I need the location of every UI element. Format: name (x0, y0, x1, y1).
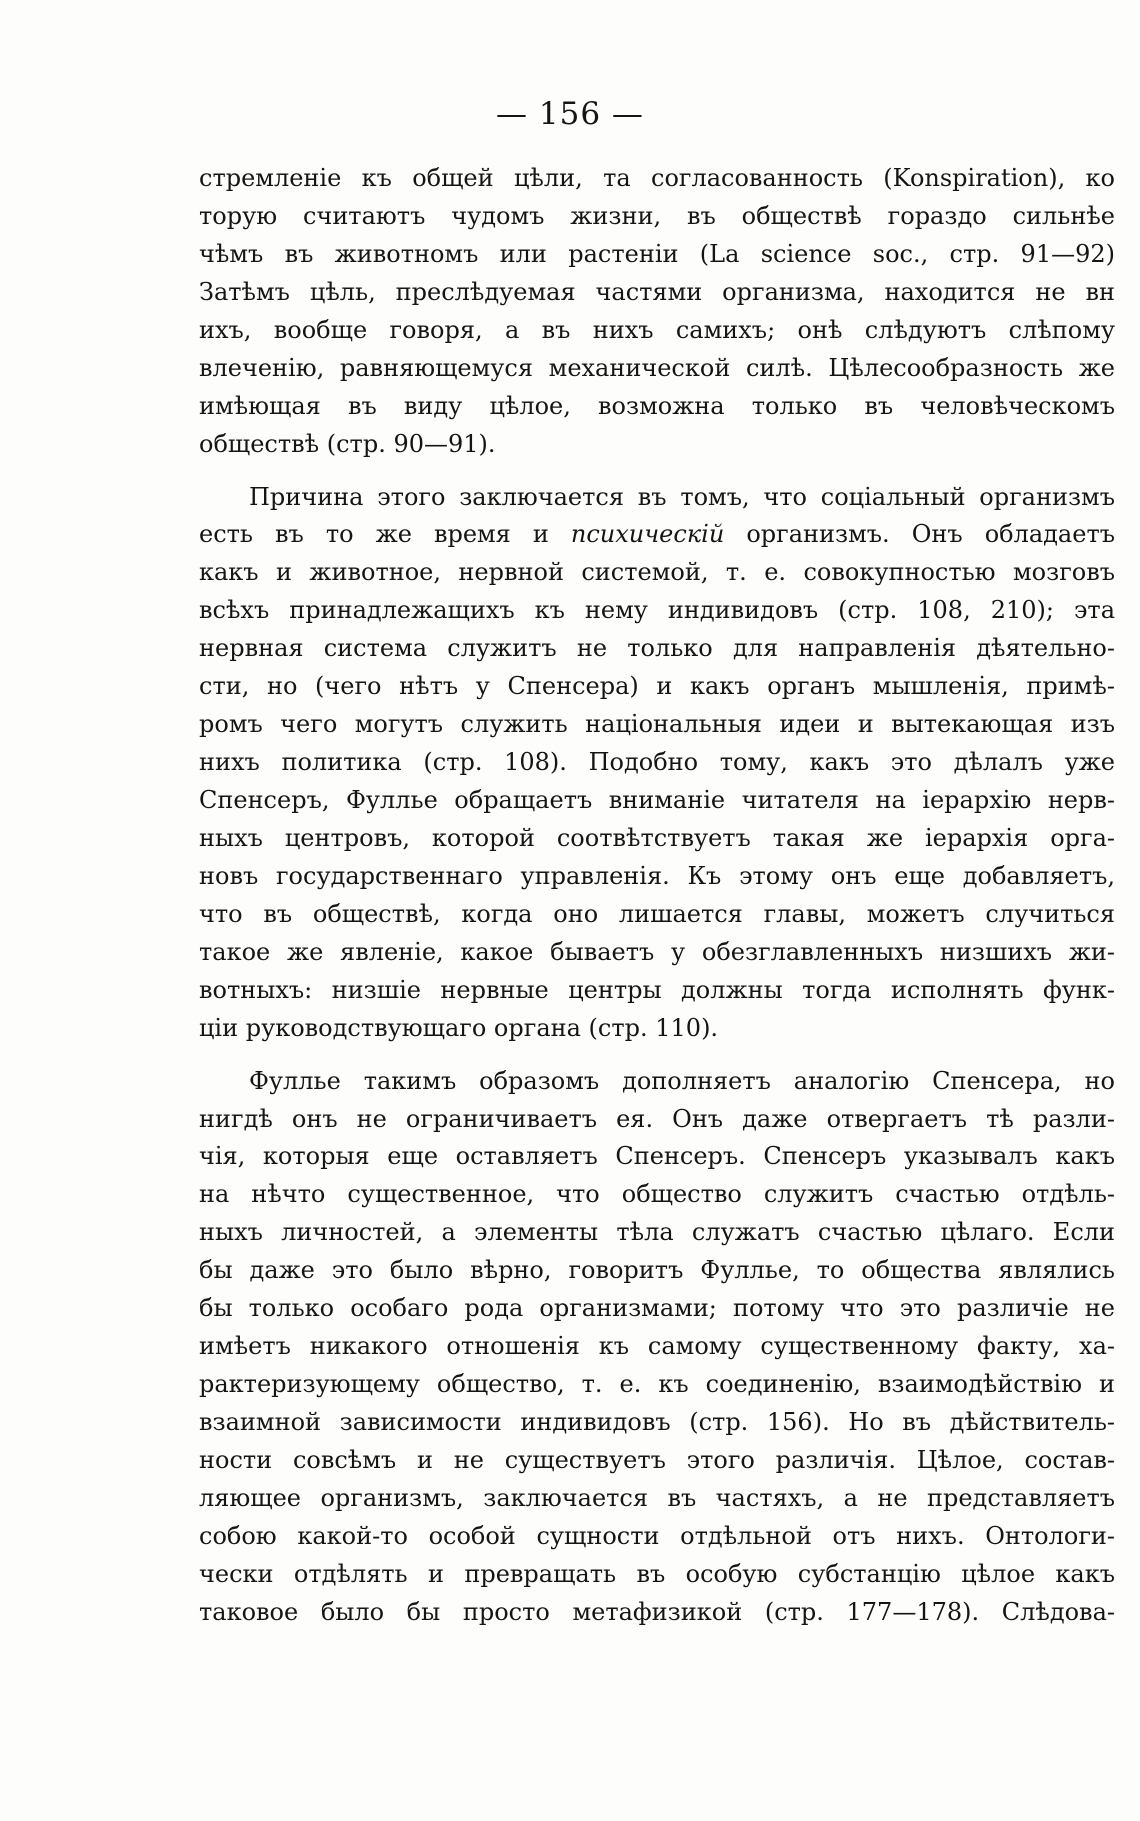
text-line: сти, но (чего нѣтъ у Спенсера) и какъ органъ мышленія, примѣ- (199, 672, 1115, 701)
text-line: на нѣчто существенное, что общество служитъ счастью отдѣль- (199, 1180, 1115, 1209)
text-line: нихъ политика (стр. 108). Подобно тому, какъ это дѣлалъ уже (199, 748, 1115, 777)
text-line: такое же явленіе, какое бываетъ у обезглавленныхъ низшихъ жи- (199, 937, 1115, 966)
text-line: взаимной зависимости индивидовъ (стр. 156). Но въ дѣйствитель- (199, 1408, 1115, 1436)
paragraph-2 (199, 479, 1115, 1048)
text-line: ности совсѣмъ и не существуетъ этого различія. Цѣлое, состав- (199, 1445, 1115, 1474)
text-line: ціи руководствующаго органа (стр. 110). (199, 1013, 719, 1042)
text-line: влеченію, равняющемуся механической силѣ. Цѣлесообразность же (199, 353, 1115, 382)
text-line: торую считаютъ чудомъ жизни, въ обществѣ гораздо сильнѣе (199, 201, 1115, 230)
text-line: ихъ, вообще говоря, а въ нихъ самихъ; онѣ слѣдуютъ слѣпому (199, 315, 1115, 344)
paragraph-3 (199, 1063, 1115, 1632)
text-line: чески отдѣлять и превращать въ особую субстанцію цѣлое какъ (199, 1559, 1115, 1588)
text-line: ромъ чего могутъ служить національныя идеи и вытекающая изъ (199, 710, 1115, 739)
text-line: Спенсеръ, Фулльe обращаетъ вниманіе читателя на іерархію нерв- (199, 786, 1115, 814)
text-line: чія, которыя еще оставляетъ Спенсеръ. Спенсеръ указывалъ какъ (199, 1142, 1115, 1171)
text-line: бы даже это было вѣрно, говоритъ Фулльe, то общества являлись (199, 1256, 1115, 1285)
text-line: ныхъ центровъ, которой соотвѣтствуетъ такая же іерархія орга- (199, 823, 1115, 852)
text-line: Затѣмъ цѣль, преслѣдуемая частями организма, находится не вн (199, 277, 1115, 306)
text-line: нигдѣ онъ не ограничиваетъ ея. Онъ даже отвергаетъ тѣ разли- (199, 1104, 1115, 1133)
text-line: бы только особаго рода организмами; потому что это различіе не (199, 1294, 1115, 1323)
text-line: всѣхъ принадлежащихъ къ нему индивидовъ (стр. 108, 210); эта (199, 596, 1115, 625)
page-number: — 156 — (496, 96, 644, 132)
text-line: нервная система служитъ не только для направленія дѣятельно- (199, 634, 1115, 663)
text-line: вотныхъ: низшіе нервные центры должны тогда исполнять функ- (199, 975, 1115, 1004)
text-line: новъ государственнаго управленія. Къ этому онъ еще добавляетъ, (199, 861, 1115, 890)
italic-emphasis: психическій (570, 520, 725, 549)
text-line: имѣетъ никакого отношенія къ самому существенному факту, ха- (199, 1332, 1115, 1361)
text-line: таковое было бы просто метафизикой (стр. 177—178). Слѣдова- (199, 1597, 1115, 1626)
text-line: что въ обществѣ, когда оно лишается главы, можетъ случиться (199, 899, 1115, 928)
paragraph-1 (199, 160, 1115, 464)
text-line: какъ и животное, нервной системой, т. е. совокупностью мозговъ (199, 558, 1115, 587)
text-line: стремленіе къ общей цѣли, та согласованность (Konspiration), ко (199, 164, 1115, 192)
text-line: рактеризующему общество, т. е. къ соединенію, взаимодѣйствію и (199, 1370, 1115, 1399)
body-text (199, 160, 1115, 1632)
text-line: ляющее организмъ, заключается въ частяхъ, а не представляетъ (199, 1483, 1115, 1512)
text-line: ныхъ личностей, а элементы тѣла служатъ счастью цѣлаго. Если (199, 1218, 1115, 1247)
text-line: Причина этого заключается въ томъ, что соціальный организмъ (249, 482, 1115, 511)
text-line: Фулльe такимъ образомъ дополняетъ аналогію Спенсера, но (249, 1066, 1115, 1095)
text-line-with-italic: есть въ то же время и психическій организмъ. Онъ обладаетъ (199, 520, 1115, 549)
text-line: обществѣ (стр. 90—91). (199, 429, 496, 458)
text-line: чѣмъ въ животномъ или растеніи (La science soc., стр. 91—92) (199, 239, 1115, 268)
text-line: имѣющая въ виду цѣлое, возможна только въ человѣческомъ (199, 391, 1115, 420)
text-line: собою какой-то особой сущности отдѣльной отъ нихъ. Онтологи- (199, 1521, 1115, 1550)
